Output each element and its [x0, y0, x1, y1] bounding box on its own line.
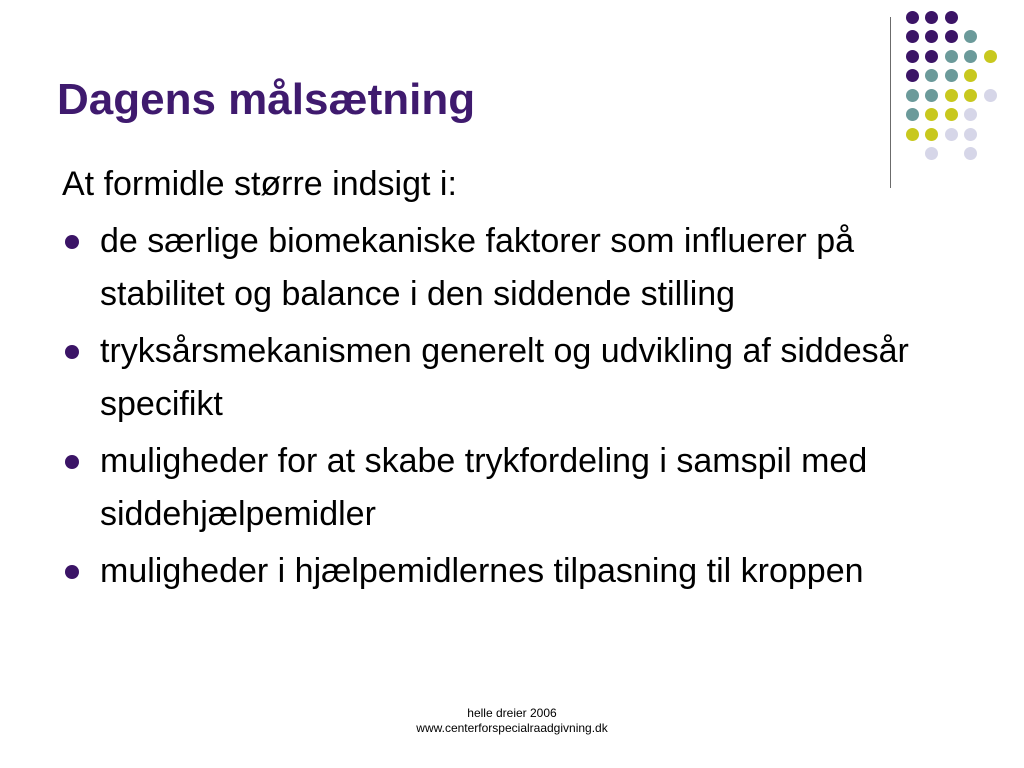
decorative-dot-icon: [964, 147, 977, 160]
decorative-dot-icon: [925, 108, 938, 121]
decorative-dot-icon: [925, 89, 938, 102]
decorative-dot-icon: [964, 108, 977, 121]
bullet-text: de særlige biomekaniske faktorer som influerer på stabilitet og balance i den siddende stilling: [100, 221, 855, 313]
bullet-dot-icon: [65, 565, 79, 579]
bullet-text: muligheder i hjælpemidlernes tilpasning til kroppen: [100, 551, 864, 590]
decorative-dot-icon: [945, 30, 958, 43]
decorative-dot-icon: [945, 69, 958, 82]
bullet-text: tryksårsmekanismen generelt og udvikling af siddesår specifikt: [100, 331, 909, 423]
decorative-dot-icon: [925, 11, 938, 24]
decorative-dot-icon: [906, 11, 919, 24]
footer-website: www.centerforspecialraadgivning.dk: [416, 721, 608, 735]
decorative-dot-icon: [906, 128, 919, 141]
bullet-dot-icon: [65, 345, 79, 359]
decorative-dot-icon: [906, 50, 919, 63]
bullet-item: [62, 545, 962, 599]
bullet-item: [62, 325, 962, 432]
bullet-item: [62, 435, 962, 542]
decorative-dot-icon: [906, 30, 919, 43]
decorative-dot-icon: [964, 30, 977, 43]
decorative-dot-icon: [945, 50, 958, 63]
decorative-dot-icon: [945, 108, 958, 121]
decorative-dot-icon: [925, 30, 938, 43]
decorative-dot-icon: [925, 50, 938, 63]
slide-title: Dagens målsætning: [57, 75, 476, 124]
slide-footer: [372, 706, 652, 736]
decorative-dot-icon: [945, 89, 958, 102]
decorative-dot-icon: [964, 89, 977, 102]
bullet-dot-icon: [65, 455, 79, 469]
decorative-dot-icon: [906, 108, 919, 121]
decorative-dot-icon: [925, 69, 938, 82]
decorative-dot-icon: [945, 128, 958, 141]
decorative-dot-icon: [984, 50, 997, 63]
decorative-dot-icon: [945, 11, 958, 24]
footer-author: helle dreier 2006: [467, 706, 557, 720]
decorative-dot-icon: [964, 69, 977, 82]
bullet-text: muligheder for at skabe trykfordeling i samspil med siddehjælpemidler: [100, 441, 868, 533]
intro-text: At formidle større indsigt i:: [62, 165, 457, 203]
decorative-dot-icon: [964, 50, 977, 63]
decorative-dot-icon: [964, 128, 977, 141]
bullet-item: [62, 215, 962, 322]
bullet-list: [62, 215, 962, 599]
slide-body: [62, 158, 962, 601]
decorative-dot-icon: [906, 89, 919, 102]
bullet-dot-icon: [65, 235, 79, 249]
decorative-dot-icon: [925, 128, 938, 141]
decorative-dot-icon: [984, 89, 997, 102]
decorative-dot-icon: [906, 69, 919, 82]
